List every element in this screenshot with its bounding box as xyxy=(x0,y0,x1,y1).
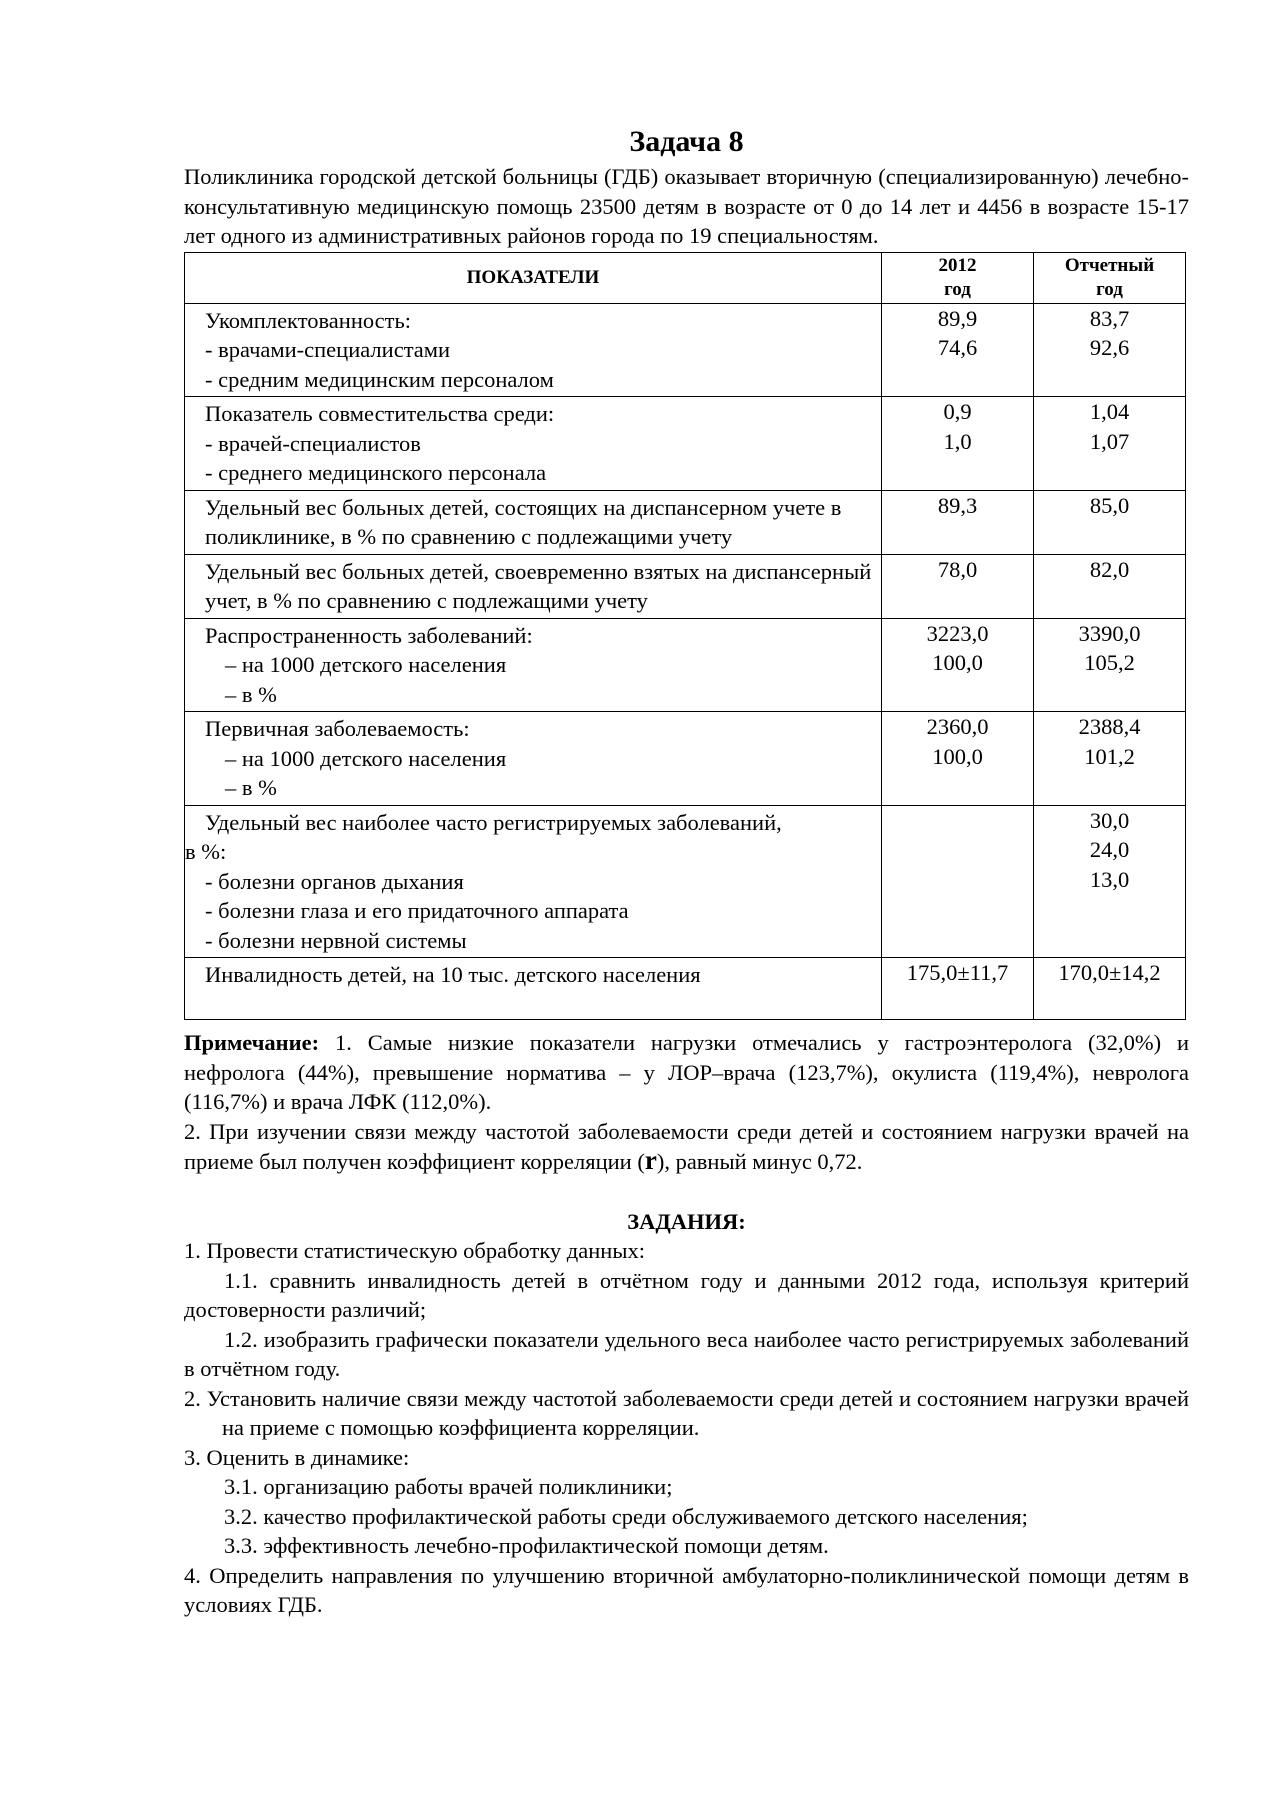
document-page xyxy=(184,120,1189,1620)
header-report-year xyxy=(1034,252,1186,303)
indicator-line: - средним медицинским персоналом xyxy=(205,366,554,392)
tasks-title: ЗАДАНИЯ: xyxy=(627,1208,746,1234)
value: 101,2 xyxy=(1084,743,1135,769)
indicator-line: Удельный вес больных детей, состоящих на диспансерном учете в поликлинике, в % по сравнению с подлежащими учету xyxy=(205,494,842,549)
value: 30,0 xyxy=(1089,807,1130,833)
value-report xyxy=(1034,805,1186,958)
indicator-line: - болезни глаза и его придаточного аппарата xyxy=(205,898,629,923)
value: 2388,4 xyxy=(1078,714,1141,739)
note-paragraph-2 xyxy=(184,1117,1189,1177)
value-report xyxy=(1034,958,1186,1020)
value: 1,04 xyxy=(1089,399,1130,424)
table-row xyxy=(185,805,1186,958)
value: 170,0±14,2 xyxy=(1058,960,1161,985)
indicator-part-time xyxy=(185,397,882,491)
indicator-line: Удельный вес больных детей, своевременно взятых на диспансерный учет, в % по сравнению с подлежащими учету xyxy=(205,558,872,613)
note-label: Примечание: xyxy=(184,1030,320,1055)
indicator-line: Укомплектованность: xyxy=(205,307,412,333)
indicator-line: Распространенность заболеваний: xyxy=(205,622,533,648)
value: 100,0 xyxy=(932,743,983,769)
note-text-1: 1. Самые низкие показатели нагрузки отмечались у гастроэнтеролога (32,0%) и нефролога (44%), превышение норматива – у ЛОР–врача (123,7%), окулиста (119,4%), невролога (116,7%) и врача ЛФК (112,0%). xyxy=(184,1030,1189,1114)
task-1-2-text: 1.2. изобразить графически показатели удельного веса наиболее часто регистрируемых заболеваний в отчётном году. xyxy=(184,1326,1189,1381)
value: 74,6 xyxy=(937,335,978,360)
task-1: 1. Провести статистическую обработку данных: xyxy=(184,1238,645,1263)
value: 92,6 xyxy=(1089,335,1130,360)
task-4: 4. Определить направления по улучшению вторичной амбулаторно-поликлинической помощи детям в условиях ГДБ. xyxy=(184,1562,1189,1617)
indicator-disability xyxy=(185,958,882,1020)
value-2012 xyxy=(882,958,1034,1020)
note-text-2a: 2. При изучении связи между частотой заболеваемости среди детей и состоянием нагрузки врачей на приеме был получен коэффициент корреляции ( xyxy=(184,1118,1189,1174)
intro-paragraph: Поликлиника городской детской больницы (ГДБ) оказывает вторичную (специализированную) лечебно-консультативную медицинскую помощь 23500 детям в возрасте от 0 до 14 лет и 4456 в возрасте 15-17 лет одного из административных районов города по 19 специальностям. xyxy=(184,164,1189,248)
value: 89,9 xyxy=(937,305,978,331)
indicator-line: Удельный вес наиболее часто регистрируемых заболеваний, xyxy=(205,809,782,835)
value: 24,0 xyxy=(1089,837,1130,862)
task-3-2: 3.2. качество профилактической работы среди обслуживаемого детского населения; xyxy=(224,1503,1028,1529)
value: 105,2 xyxy=(1084,650,1135,675)
value: 2360,0 xyxy=(926,714,989,739)
value-2012 xyxy=(882,397,1034,491)
indicator-line: - болезни органов дыхания xyxy=(205,868,464,894)
task-1-2 xyxy=(184,1325,1189,1384)
indicator-line: Инвалидность детей, на 10 тыс. детского населения xyxy=(205,962,701,987)
value-2012 xyxy=(882,554,1034,618)
indicator-line: - болезни нервной системы xyxy=(205,927,467,953)
task-1-1 xyxy=(184,1266,1189,1325)
header-indicators: ПОКАЗАТЕЛИ xyxy=(185,252,882,303)
header-2012-line2: год xyxy=(944,278,971,300)
indicator-line: - врачами-специалистами xyxy=(205,337,451,362)
table-header-row xyxy=(185,252,1186,303)
table-row xyxy=(185,397,1186,491)
indicator-prevalence xyxy=(185,618,882,712)
value: 175,0±11,7 xyxy=(906,960,1009,985)
indicator-frequent-diseases xyxy=(185,805,882,958)
header-report-line2: год xyxy=(1096,278,1123,300)
task-3-3: 3.3. эффективность лечебно-профилактической помощи детям. xyxy=(224,1533,829,1558)
indicator-line: Первичная заболеваемость: xyxy=(205,716,470,741)
value: 89,3 xyxy=(937,492,978,518)
value-2012 xyxy=(882,805,1034,958)
indicator-line: – в % xyxy=(225,775,277,800)
value: 1,0 xyxy=(943,428,972,454)
value-report xyxy=(1034,303,1186,397)
indicator-line: Показатель совместительства среди: xyxy=(205,401,555,426)
value: 85,0 xyxy=(1089,492,1130,518)
indicator-line: – на 1000 детского населения xyxy=(225,652,507,677)
header-report-line1: Отчетный xyxy=(1064,254,1155,276)
value: 100,0 xyxy=(932,650,983,675)
value: 78,0 xyxy=(937,556,978,582)
value-report xyxy=(1034,712,1186,806)
indicator-line: в %: xyxy=(185,839,227,864)
value-report xyxy=(1034,397,1186,491)
table-row xyxy=(185,490,1186,554)
value: 83,7 xyxy=(1089,305,1130,331)
indicator-staffing xyxy=(185,303,882,397)
value-report xyxy=(1034,490,1186,554)
task-1-1-text: 1.1. сравнить инвалидность детей в отчётном году и данными 2012 года, используя критерий достоверности различий; xyxy=(184,1267,1189,1322)
value-2012 xyxy=(882,490,1034,554)
table-row xyxy=(185,712,1186,806)
indicator-line: – на 1000 детского населения xyxy=(225,745,507,771)
value: 1,07 xyxy=(1089,428,1130,454)
value: 82,0 xyxy=(1089,556,1130,582)
table-row xyxy=(185,303,1186,397)
header-2012-line1: 2012 xyxy=(938,254,977,276)
indicator-primary-incidence xyxy=(185,712,882,806)
value-report xyxy=(1034,554,1186,618)
task-title: Задача 8 xyxy=(629,125,744,158)
task-3-1: 3.1. организацию работы врачей поликлиники; xyxy=(224,1474,673,1499)
task-3: 3. Оценить в динамике: xyxy=(184,1444,410,1470)
value: 0,9 xyxy=(943,399,972,424)
value: 3223,0 xyxy=(926,620,989,646)
note-paragraph-1 xyxy=(184,1028,1189,1117)
task-2: 2. Установить наличие связи между частотой заболеваемости среди детей и состоянием нагрузки врачей на приеме с помощью коэффициента корреляции. xyxy=(184,1385,1189,1440)
table-row xyxy=(185,958,1186,1020)
table-row xyxy=(185,554,1186,618)
correlation-symbol: r xyxy=(644,1145,657,1175)
value: 13,0 xyxy=(1089,866,1130,892)
value-report xyxy=(1034,618,1186,712)
table-row xyxy=(185,618,1186,712)
value: 3390,0 xyxy=(1078,620,1141,646)
note-text-2b: ), равный минус 0,72. xyxy=(656,1149,863,1174)
indicator-line: - врачей-специалистов xyxy=(205,430,421,456)
value-2012 xyxy=(882,303,1034,397)
indicator-line: – в % xyxy=(225,681,277,707)
value-2012 xyxy=(882,618,1034,712)
value-2012 xyxy=(882,712,1034,806)
indicator-timely-dispensary xyxy=(185,554,882,618)
indicator-dispensary-share xyxy=(185,490,882,554)
indicators-table xyxy=(184,252,1186,1021)
indicator-line: - среднего медицинского персонала xyxy=(205,460,547,485)
header-year-2012 xyxy=(882,252,1034,303)
